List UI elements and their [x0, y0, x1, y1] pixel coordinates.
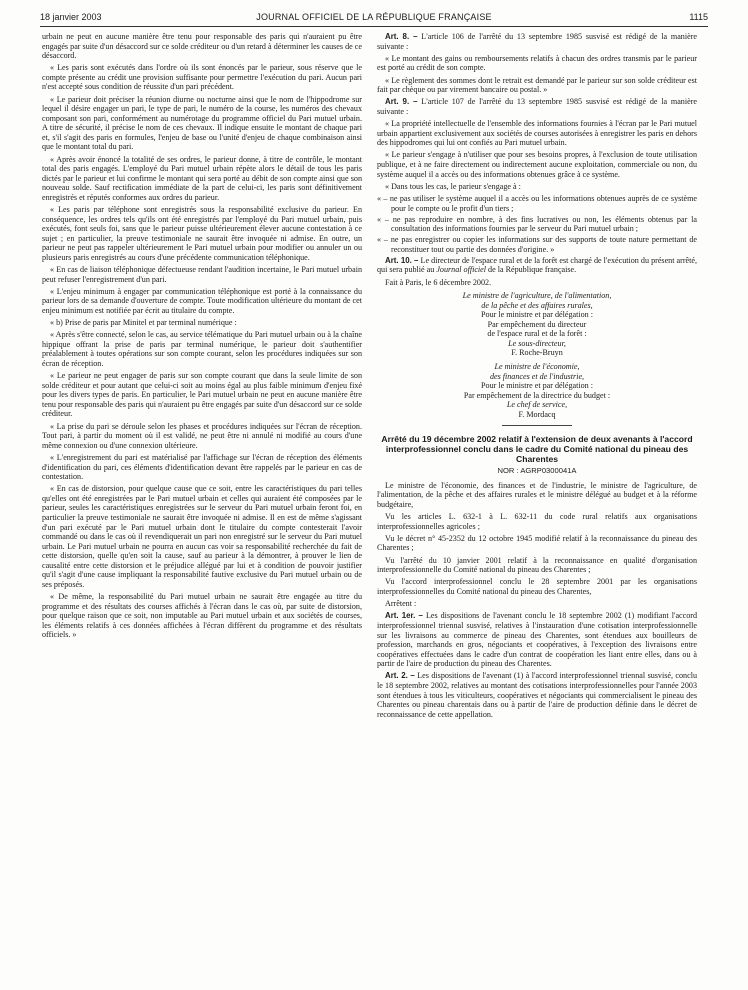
article-9: Art. 9. – L'article 107 de l'arrêté du 13 septembre 1985 susvisé est rédigé de la manière suivante :	[377, 97, 697, 116]
paragraph: « Les paris par téléphone sont enregistrés sous la responsabilité exclusive du parieur. En conséquence, les ordres tels qu'ils ont été enregistrés par l'employé du Pari mutuel urbain, puis exécutés, font seuls foi, sans que le parieur puisse ultérieurement élever aucune contestation à ce sujet ; en particulier, la preuve testimoniale ne saurait être invoquée ni admise. En outre, un parieur ne peut pas rappeler ultérieurement le Pari mutuel urbain pour modifier ou annuler un ou plusieurs paris enregistrés au cours d'une précédente communication téléphonique.	[42, 205, 362, 262]
paragraph: « En cas de liaison téléphonique défectueuse rendant l'audition incertaine, le Pari mutuel urbain peut refuser l'enregistrement d'un pari.	[42, 265, 362, 284]
signatory-name: F. Mordacq	[518, 409, 556, 419]
subsection-heading: « b) Prise de paris par Minitel et par terminal numérique :	[50, 318, 237, 328]
paragraph: « La propriété intellectuelle de l'ensemble des informations fournies à l'écran par le Pari mutuel urbain appartient exclusivement aux sociétés de courses autorisées à enregistrer les paris en dehors des hippodromes qui lui ont confiés au Pari mutuel urbain.	[377, 119, 697, 148]
paragraph: Vu les articles L. 632-1 à L. 632-11 du code rural relatifs aux organisations interprofessionnelles agricoles ;	[377, 512, 697, 531]
list-item: « – ne pas utiliser le système auquel il a accès ou les informations obtenues auprès de ce système pour le compte ou le profit d'un tiers ;	[377, 194, 697, 213]
paragraph: « Le parieur doit préciser la réunion diurne ou nocturne ainsi que le nom de l'hippodrome sur lequel il désire engager un pari, le type de pari, le numéro de la course, les numéros des chevaux composant son pari, conformément au numérotage du programme officiel du Pari mutuel urbain. A titre de sécurité, il précise le nom de ces chevaux. Il indique ensuite le montant de chaque pari et, s'il s'agit des paris en formules, l'enjeu de base ou l'unité d'enjeu de chaque combinaison ainsi que le montant total du pari.	[42, 94, 362, 152]
paragraph: Vu le décret n° 45-2352 du 12 octobre 1945 modifié relatif à la reconnaissance du pineau des Charentes ;	[377, 533, 697, 553]
signatory-name: F. Roche-Bruyn	[511, 348, 563, 358]
paragraph: urbain ne peut en aucune manière être tenu pour responsable des paris qui n'auraient pu être engagés par suite d'un désaccord sur ce solde créditeur ou d'un retard à déterminer les causes de ce désaccord.	[42, 32, 362, 61]
list-item: « – ne pas enregistrer ou copier les informations sur des supports de toute nature permettant de reconstituer tout ou partie des données d'origine. »	[377, 235, 697, 254]
decree-title: Arrêté du 19 décembre 2002 relatif à l'extension de deux avenants à l'accord interprofessionnel conclu dans le cadre du Comité national du pineau des Charentes	[381, 434, 693, 465]
paragraph: « Le parieur s'engage à n'utiliser que pour ses besoins propres, à l'exclusion de toute utilisation publique, et à ne faire directement ou indirectement aucune exploitation, commerciale ou non, du système auquel il a accès ou des informations obtenues grâce à ce système.	[377, 150, 697, 179]
signature-block-economy: Le ministre de l'économie, des finances et de l'industrie, Pour le ministre et par délégation : Par empêchement de la directrice du budget : Le chef de service, F. Mordacq	[377, 362, 697, 419]
right-column	[377, 32, 697, 722]
header-page-number: 1115	[689, 12, 708, 22]
list-item: « – ne pas reproduire en nombre, à des fins lucratives ou non, les éléments obtenus par la consultation des informations fournies par le serveur du Pari mutuel urbain ;	[377, 214, 697, 234]
nor-reference: NOR : AGRP0300041A	[497, 466, 577, 476]
header-title: JOURNAL OFFICIEL DE LA RÉPUBLIQUE FRANÇAISE	[256, 12, 492, 22]
paragraph: « La prise du pari se déroule selon les phases et procédures indiquées sur l'écran de réception. Tout pari, à partir du moment où il est validé, ne peut être ni annulé ni modifié au cours d'une même connexion ou d'une connexion ultérieure.	[42, 421, 362, 450]
article-2: Art. 2. – Les dispositions de l'avenant (1) à l'accord interprofessionnel triennal susvisé, conclu le 18 septembre 2002, relatives au montant des cotisations interprofessionnelles pour l'année 2003 sont étendues à tous les viticulteurs, coopératives et négociants qui commercialisent le pineau des Charentes ou pineau charentais dans ou à partir de l'aire de production définie dans le décret de reconnaissance de cette appellation.	[377, 671, 697, 719]
paragraph: Le ministre de l'économie, des finances et de l'industrie, le ministre de l'agriculture, de l'alimentation, de la pêche et des affaires rurales et le ministre délégué au budget et à la réforme budgétaire,	[377, 480, 697, 509]
left-column	[42, 32, 362, 642]
paragraph: « Après s'être connecté, selon le cas, au service télématique du Pari mutuel urbain ou à la chaîne hippique offrant la prise de paris par terminal numérique, le parieur doit s'authentifier préalablement à toutes opérations sur son compte courant, selon les procédures indiquées sur son écran de réception.	[42, 330, 362, 368]
signature-block-agriculture: Le ministre de l'agriculture, de l'alimentation, de la pêche et des affaires rurales, Pour le ministre et par délégation : Par empêchement du directeur de l'espace rural et de la forêt : Le sous-directeur, F. Roche-Bruyn	[377, 291, 697, 358]
header-rule	[40, 26, 708, 27]
header-date: 18 janvier 2003	[40, 12, 102, 22]
paragraph: « L'enjeu minimum à engager par communication téléphonique est porté à la connaissance du parieur lors de sa demande d'ouverture de compte. Toute modification ultérieure du montant de cet enjeu minimum est notifiée par écrit au titulaire du compte.	[42, 286, 362, 315]
article-label: Art. 2. –	[385, 671, 415, 681]
done-at: Fait à Paris, le 6 décembre 2002.	[385, 277, 492, 287]
page-header	[40, 12, 708, 24]
article-label: Art. 8. –	[385, 32, 418, 41]
article-8: Art. 8. – L'article 106 de l'arrêté du 13 septembre 1985 susvisé est rédigé de la manière suivante :	[377, 32, 697, 51]
paragraph: « Le règlement des sommes dont le retrait est demandé par le parieur sur son solde créditeur est fait par chèque ou par virement bancaire ou postal. »	[377, 75, 697, 95]
article-label: Art. 1er. –	[385, 611, 423, 621]
paragraph: « Le parieur ne peut engager de paris sur son compte courant que dans la seule limite de son solde créditeur et pour autant que celui-ci soit au moins égal au plus faible minimum d'enjeu fixé pour les divers types de paris. En particulier, le Pari mutuel urbain ne peut en aucune manière être tenu pour responsable des paris qui n'auraient pu être engagés par suite d'un désaccord sur ce solde créditeur.	[42, 371, 362, 419]
paragraph: « L'enregistrement du pari est matérialisé par l'affichage sur l'écran de réception des éléments d'identification du pari, ces éléments d'identification devant être rappelés par le parieur en cas de contestation.	[42, 452, 362, 482]
article-10: Art. 10. – Le directeur de l'espace rural et de la forêt est chargé de l'exécution du présent arrêté, qui sera publié au Journal officiel de la République française.	[377, 255, 697, 275]
paragraph: « Dans tous les cas, le parieur s'engage à :	[385, 181, 521, 191]
paragraph: « En cas de distorsion, pour quelque cause que ce soit, entre les caractéristiques du pari telles qu'elles ont été enregistrées par le Pari mutuel urbain et celles qui auraient été composées par le parieur, seules les caractéristiques enregistrées sur le serveur du Pari mutuel urbain feront foi, en particulier la preuve testimoniale ne saurait être invoquée ni admise. Il en est de même s'agissant d'un pari exécuté par le Pari mutuel urbain dont le titulaire du compte contesterait l'avoir commandé ou dans le cas où il revendiquerait un pari non enregistré sur le serveur du Pari mutuel urbain. Le Pari mutuel urbain ne pourra en aucun cas voir sa responsabilité recherchée du fait de cette distorsion, quelle qu'en soit la cause, sauf au parieur à la démontrer, à prouver le lien de causalité entre cette distorsion et le préjudice allégué par lui et à condition de pouvoir justifier qu'il s'agit d'une cause impliquant la responsabilité fautive exclusive du Pari mutuel urbain ou de ses préposés.	[42, 484, 362, 589]
section-separator	[502, 425, 572, 426]
paragraph: Vu l'accord interprofessionnel conclu le 28 septembre 2001 par les organisations interprofessionnelles du Comité national du pineau des Charentes,	[377, 577, 697, 596]
paragraph: « Le montant des gains ou remboursements relatifs à chacun des ordres transmis par le parieur est porté au crédit de son compte.	[377, 53, 697, 73]
article-label: Art. 9. –	[385, 97, 418, 107]
article-1: Art. 1er. – Les dispositions de l'avenant conclu le 18 septembre 2002 (1) modifiant l'accord interprofessionnel triennal susvisé, relatives à l'instauration d'une cotisation interprofessionnelle sur les livraisons au commerce de pineau des Charentes, sont étendues aux bouilleurs de profession, marchands en gros, négociants et coopératives, à l'exception des livraisons entre coopératives effectuées dans le cadre d'un contrat de coopération les liant entre elles, dans ou à partir de l'aire de production du pineau des Charentes.	[377, 611, 698, 669]
paragraph: Vu l'arrêté du 10 janvier 2001 relatif à la reconnaissance en qualité d'organisation interprofessionnelle du Comité national du pineau des Charentes ;	[377, 555, 697, 575]
article-label: Art. 10. –	[385, 255, 419, 265]
paragraph: « De même, la responsabilité du Pari mutuel urbain ne saurait être engagée au titre du programme et des résultats des courses affichés à l'écran dans le cas où, par suite de distorsion, pour quelque raison que ce soit, non imputable au Pari mutuel urbain et aux sociétés de courses, les éléments relatifs à ces données affichées à l'écran diffèrent du programme et des résultats officiels. »	[42, 592, 362, 640]
paragraph: « Les paris sont exécutés dans l'ordre où ils sont énoncés par le parieur, sous réserve que le compte présente au crédit une provision suffisante pour permettre l'exécution du pari. Aucun pari n'est accepté sous condition de réussite d'un pari précédent.	[42, 63, 362, 92]
arretent: Arrêtent :	[385, 599, 417, 609]
paragraph: « Après avoir énoncé la totalité de ses ordres, le parieur donne, à titre de contrôle, le montant total des paris engagés. L'employé du Pari mutuel urbain répète alors le détail de tous les paris dictés par le parieur et lui confirme le montant qui sera porté au débit de son compte ainsi que son nouveau solde. Sauf rectification immédiate de la part de celui-ci, les paris sont définitivement enregistrés et réputés conformes aux ordres du parieur.	[42, 154, 362, 202]
